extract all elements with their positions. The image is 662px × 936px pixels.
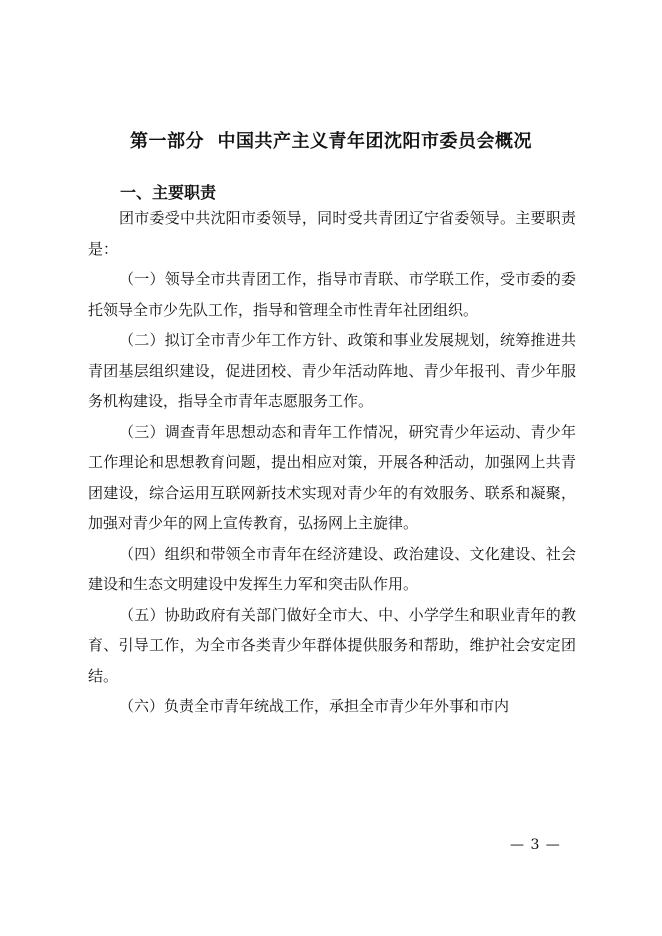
paragraph-duty-2: （二）拟订全市青少年工作方针、政策和事业发展规划，统筹推进共青团基层组织建设，促进团校、青少年活动阵地、青少年报刊、青少年服务机构建设，指导全市青年志愿服务工作。 [88,331,576,410]
section-heading: 一、主要职责 [120,183,217,202]
page-title: 第一部分 中国共产主义青年团沈阳市委员会概况 [129,131,533,152]
paragraph-duty-5: （五）协助政府有关部门做好全市大、中、小学学生和职业青年的教育、引导工作，为全市各类青少年群体提供服务和帮助，维护社会安定团结。 [88,605,576,685]
body-text [88,203,576,722]
paragraph-duty-3: （三）调查青年思想动态和青年工作情况，研究青少年运动、青少年工作理论和思想教育问题，提出相应对策，开展各种活动，加强网上共青团建设，综合运用互联网新技术实现对青少年的有效服务、联系和凝聚，加强对青少年的网上宣传教育，弘扬网上主旋律。 [88,422,576,532]
paragraph-duty-6: （六）负责全市青年统战工作，承担全市青少年外事和市内 [119,697,510,715]
paragraph-duty-1: （一）领导全市共青团工作，指导市青联、市学联工作，受市委的委托领导全市少先队工作，指导和管理全市性青年社团组织。 [88,270,576,319]
paragraph-duty-4: （四）组织和带领全市青年在经济建设、政治建设、文化建设、社会建设和生态文明建设中发挥生力军和突击队作用。 [88,544,576,593]
page-number: — 3 — [510,837,561,853]
paragraph-intro: 团市委受中共沈阳市委领导，同时受共青团辽宁省委领导。主要职责是： [88,209,576,258]
